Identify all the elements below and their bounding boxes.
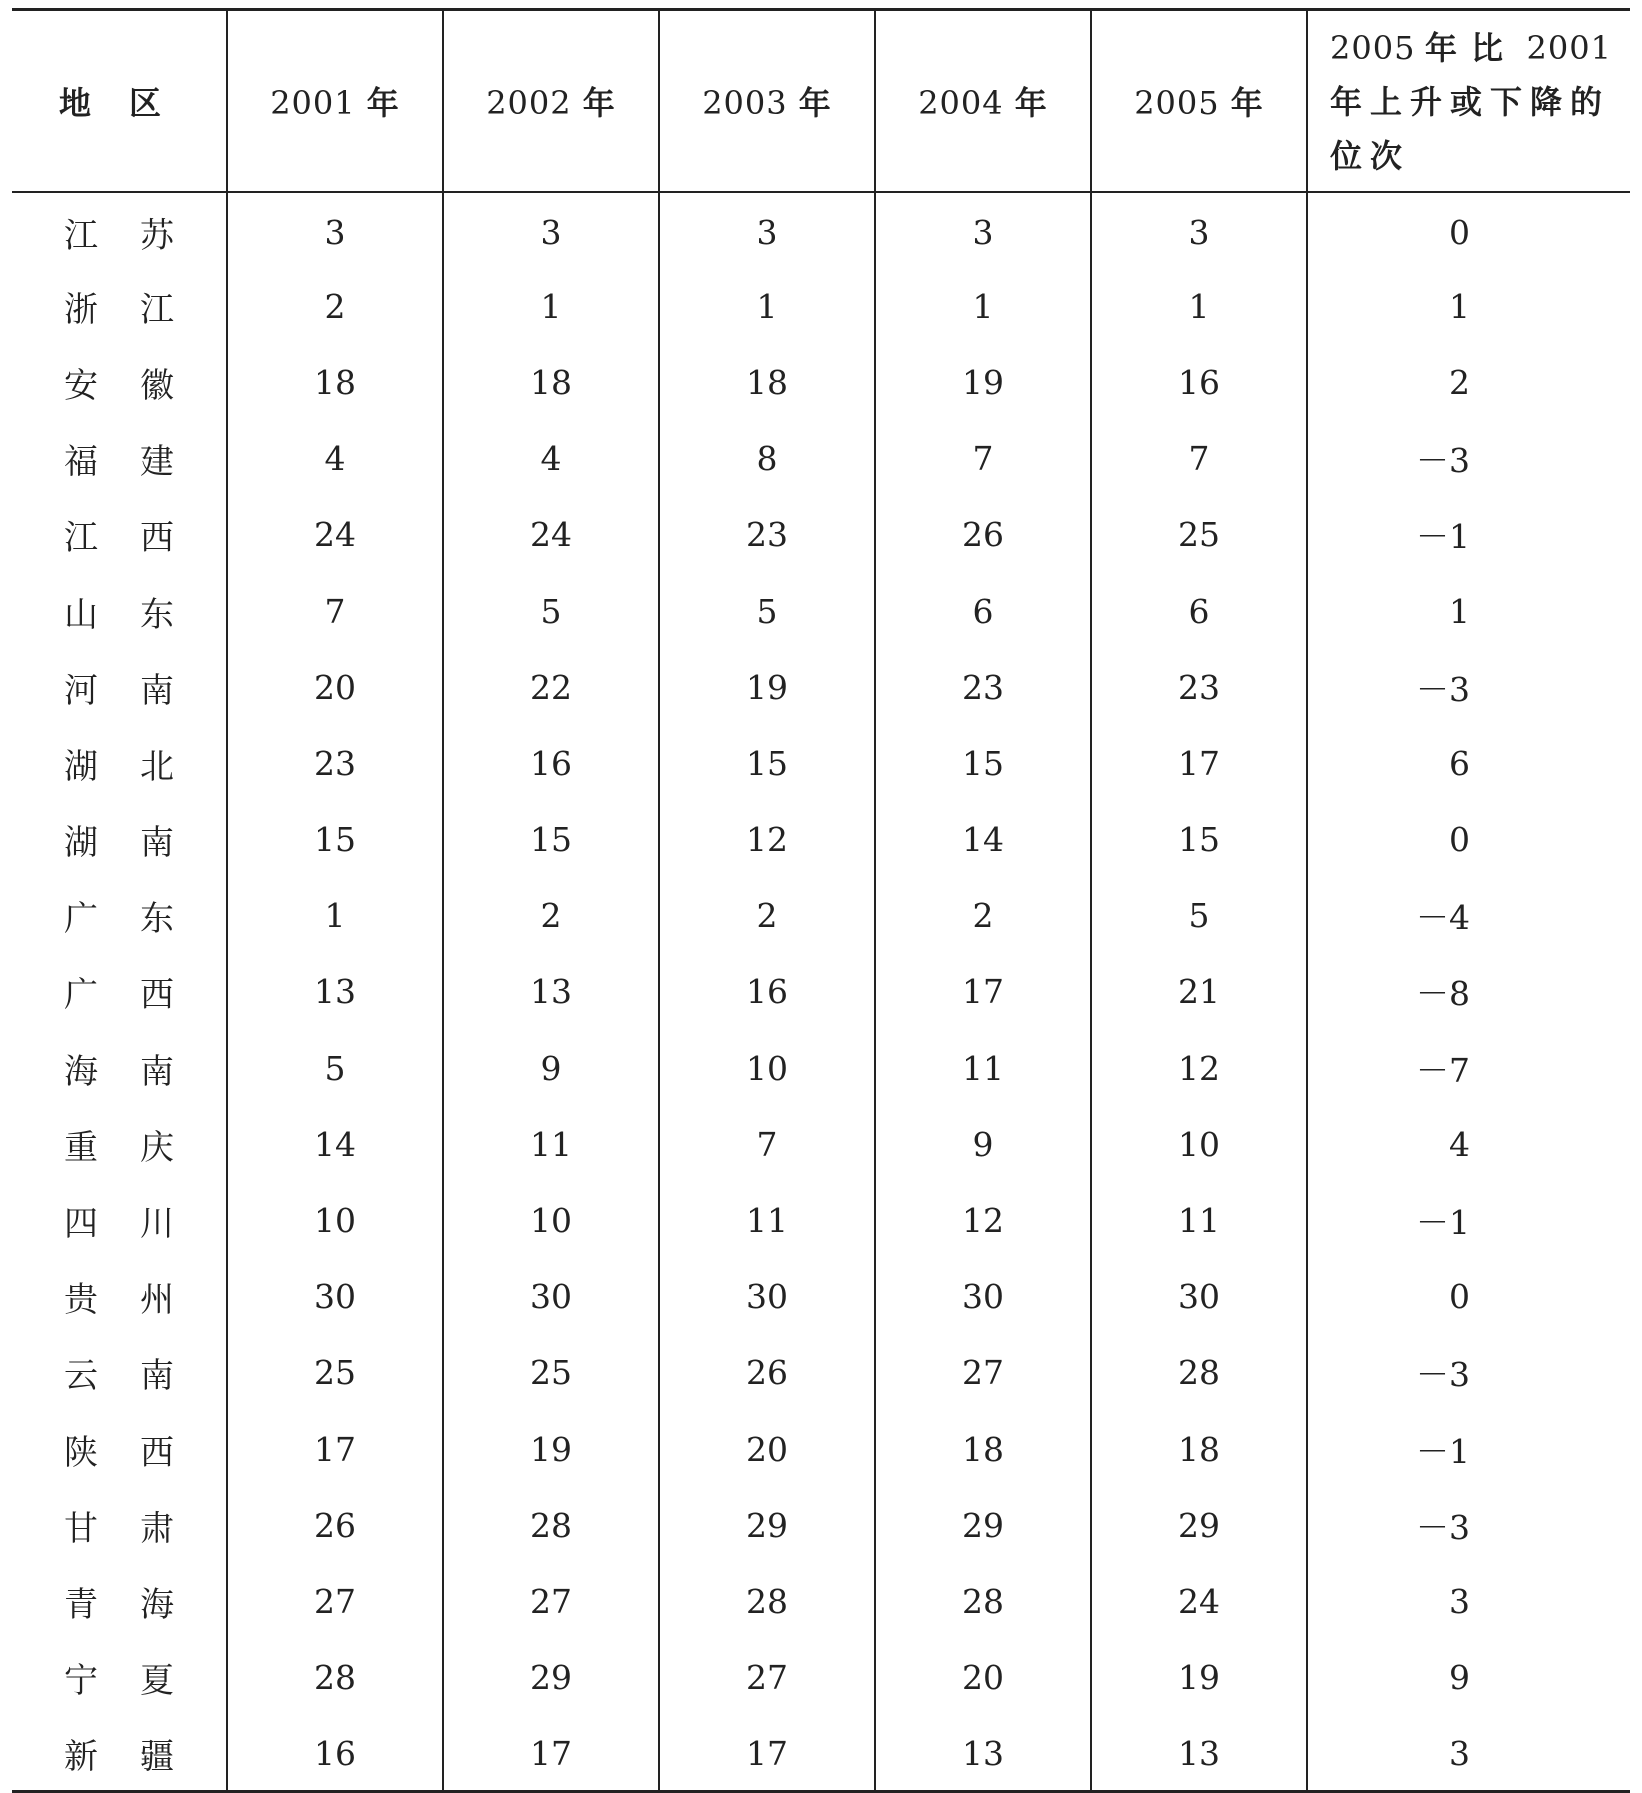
- cell-2004: 12: [875, 1182, 1091, 1258]
- cell-rank-change: 1: [1307, 573, 1630, 649]
- table-body: [12, 192, 1630, 1792]
- header-rank-change: [1307, 10, 1630, 193]
- cell-2001: 10: [227, 1182, 443, 1258]
- header-year-num: 2002: [486, 84, 572, 122]
- cell-region: 山东: [64, 594, 216, 635]
- cell-2005: 28: [1091, 1335, 1307, 1411]
- cell-2004: 2: [875, 878, 1091, 954]
- cell-region: 青海: [64, 1584, 216, 1625]
- ranking-table-container: [12, 8, 1630, 1793]
- header-year-num: 2004: [918, 84, 1004, 122]
- table-row: [12, 268, 1630, 344]
- cell-2004: 7: [875, 421, 1091, 497]
- cell-2004: 26: [875, 497, 1091, 573]
- cell-2005: 3: [1091, 192, 1307, 268]
- table-row: [12, 1335, 1630, 1411]
- table-row: [12, 1563, 1630, 1639]
- header-year-2004: [875, 10, 1091, 193]
- cell-2002: 28: [443, 1487, 659, 1563]
- cell-rank-change: －3: [1307, 421, 1630, 497]
- cell-2005: 12: [1091, 1030, 1307, 1106]
- cell-2001: 20: [227, 649, 443, 725]
- cell-2002: 24: [443, 497, 659, 573]
- table-row: [12, 1411, 1630, 1487]
- cell-rank-change: 0: [1307, 802, 1630, 878]
- cell-2002: 25: [443, 1335, 659, 1411]
- cell-2001: 7: [227, 573, 443, 649]
- cell-2001: 28: [227, 1640, 443, 1716]
- cell-2002: 4: [443, 421, 659, 497]
- header-change-line3: 位次: [1330, 137, 1411, 175]
- cell-2001: 2: [227, 268, 443, 344]
- table-row: [12, 1182, 1630, 1258]
- header-year-unit: 年: [1230, 84, 1264, 122]
- cell-2002: 5: [443, 573, 659, 649]
- cell-2001: 27: [227, 1563, 443, 1639]
- cell-2002: 22: [443, 649, 659, 725]
- cell-2004: 18: [875, 1411, 1091, 1487]
- cell-2004: 17: [875, 954, 1091, 1030]
- cell-2005: 21: [1091, 954, 1307, 1030]
- cell-region: 湖南: [64, 823, 216, 864]
- cell-2003: 27: [659, 1640, 875, 1716]
- cell-2002: 29: [443, 1640, 659, 1716]
- cell-rank-change: 9: [1307, 1640, 1630, 1716]
- header-change-year-a: 2005: [1330, 29, 1416, 67]
- cell-2005: 7: [1091, 421, 1307, 497]
- table-row: [12, 497, 1630, 573]
- table-row: [12, 878, 1630, 954]
- cell-rank-change: －1: [1307, 1411, 1630, 1487]
- cell-2004: 30: [875, 1259, 1091, 1335]
- cell-rank-change: －1: [1307, 497, 1630, 573]
- cell-2001: 30: [227, 1259, 443, 1335]
- header-change-line1: [1330, 21, 1612, 75]
- table-row: [12, 1640, 1630, 1716]
- cell-region: 重庆: [64, 1127, 216, 1168]
- header-year-num: 2001: [270, 84, 356, 122]
- cell-2002: 13: [443, 954, 659, 1030]
- cell-region: 江苏: [64, 216, 216, 257]
- table-row: [12, 573, 1630, 649]
- cell-2003: 10: [659, 1030, 875, 1106]
- table-row: [12, 1259, 1630, 1335]
- header-year-2003: [659, 10, 875, 193]
- cell-2002: 30: [443, 1259, 659, 1335]
- cell-2001: 23: [227, 725, 443, 801]
- cell-2002: 9: [443, 1030, 659, 1106]
- cell-2005: 1: [1091, 268, 1307, 344]
- cell-2005: 30: [1091, 1259, 1307, 1335]
- cell-2001: 25: [227, 1335, 443, 1411]
- cell-2001: 5: [227, 1030, 443, 1106]
- cell-region: 海南: [64, 1051, 216, 1092]
- cell-2005: 16: [1091, 344, 1307, 420]
- cell-2001: 18: [227, 344, 443, 420]
- table-row: [12, 1716, 1630, 1792]
- header-row: [12, 10, 1630, 193]
- cell-2004: 11: [875, 1030, 1091, 1106]
- cell-2001: 16: [227, 1716, 443, 1792]
- cell-rank-change: －3: [1307, 1487, 1630, 1563]
- cell-2004: 27: [875, 1335, 1091, 1411]
- cell-rank-change: 6: [1307, 725, 1630, 801]
- cell-2003: 28: [659, 1563, 875, 1639]
- cell-2004: 1: [875, 268, 1091, 344]
- cell-region: 广东: [64, 899, 216, 940]
- table-row: [12, 421, 1630, 497]
- cell-2005: 10: [1091, 1106, 1307, 1182]
- cell-region: 广西: [64, 975, 216, 1016]
- cell-rank-change: 3: [1307, 1716, 1630, 1792]
- cell-2004: 19: [875, 344, 1091, 420]
- cell-2003: 29: [659, 1487, 875, 1563]
- cell-2005: 13: [1091, 1716, 1307, 1792]
- cell-2005: 6: [1091, 573, 1307, 649]
- cell-2001: 13: [227, 954, 443, 1030]
- cell-2004: 29: [875, 1487, 1091, 1563]
- cell-2004: 15: [875, 725, 1091, 801]
- cell-2002: 27: [443, 1563, 659, 1639]
- cell-2001: 17: [227, 1411, 443, 1487]
- cell-2003: 20: [659, 1411, 875, 1487]
- cell-2003: 1: [659, 268, 875, 344]
- cell-2001: 14: [227, 1106, 443, 1182]
- cell-2001: 24: [227, 497, 443, 573]
- cell-region: 贵州: [64, 1280, 216, 1321]
- table-header: [12, 10, 1630, 193]
- cell-region: 新疆: [12, 1716, 227, 1792]
- cell-2005: 25: [1091, 497, 1307, 573]
- cell-2001: 15: [227, 802, 443, 878]
- cell-region: 江西: [64, 518, 216, 559]
- cell-2001: 1: [227, 878, 443, 954]
- cell-2002: 19: [443, 1411, 659, 1487]
- table-row: [12, 1030, 1630, 1106]
- cell-2003: 3: [659, 192, 875, 268]
- cell-rank-change: －7: [1307, 1030, 1630, 1106]
- header-year-num: 2003: [702, 84, 788, 122]
- cell-2004: 28: [875, 1563, 1091, 1639]
- cell-region: 云南: [64, 1356, 216, 1397]
- cell-2003: 11: [659, 1182, 875, 1258]
- cell-2003: 15: [659, 725, 875, 801]
- cell-rank-change: 0: [1307, 192, 1630, 268]
- cell-2002: 2: [443, 878, 659, 954]
- cell-2005: 19: [1091, 1640, 1307, 1716]
- header-change-line2: 年上升或下降的: [1330, 83, 1611, 121]
- header-change-mid: 年比: [1424, 29, 1517, 67]
- header-year-2002: [443, 10, 659, 193]
- cell-2003: 7: [659, 1106, 875, 1182]
- cell-2004: 20: [875, 1640, 1091, 1716]
- cell-rank-change: －1: [1307, 1182, 1630, 1258]
- cell-2005: 29: [1091, 1487, 1307, 1563]
- cell-rank-change: －3: [1307, 1335, 1630, 1411]
- header-year-unit: 年: [366, 84, 400, 122]
- cell-2002: 1: [443, 268, 659, 344]
- cell-2005: 24: [1091, 1563, 1307, 1639]
- cell-region: 四川: [64, 1204, 216, 1245]
- cell-2002: 3: [443, 192, 659, 268]
- cell-2004: 23: [875, 649, 1091, 725]
- cell-2002: 11: [443, 1106, 659, 1182]
- cell-2003: 17: [659, 1716, 875, 1792]
- cell-region: 河南: [64, 670, 216, 711]
- cell-2003: 2: [659, 878, 875, 954]
- cell-2003: 19: [659, 649, 875, 725]
- cell-2003: 12: [659, 802, 875, 878]
- cell-2002: 16: [443, 725, 659, 801]
- cell-2001: 26: [227, 1487, 443, 1563]
- header-year-unit: 年: [582, 84, 616, 122]
- table-row: [12, 802, 1630, 878]
- table-row: [12, 725, 1630, 801]
- cell-rank-change: 4: [1307, 1106, 1630, 1182]
- header-year-unit: 年: [798, 84, 832, 122]
- table-row: [12, 1487, 1630, 1563]
- cell-region: 福建: [64, 442, 216, 483]
- cell-2004: 13: [875, 1716, 1091, 1792]
- cell-region: 甘肃: [64, 1508, 216, 1549]
- header-change-year-b: 2001: [1526, 29, 1612, 67]
- cell-2002: 10: [443, 1182, 659, 1258]
- table-row: [12, 954, 1630, 1030]
- cell-region: 宁夏: [64, 1661, 216, 1702]
- cell-2001: 3: [227, 192, 443, 268]
- table-row: [12, 344, 1630, 420]
- cell-rank-change: 2: [1307, 344, 1630, 420]
- ranking-table: [12, 8, 1630, 1793]
- header-region: 地区: [12, 10, 227, 193]
- cell-region: 陕西: [64, 1432, 216, 1473]
- table-row: [12, 192, 1630, 268]
- cell-2003: 16: [659, 954, 875, 1030]
- cell-2002: 15: [443, 802, 659, 878]
- cell-2003: 8: [659, 421, 875, 497]
- cell-2003: 23: [659, 497, 875, 573]
- table-row: [12, 649, 1630, 725]
- cell-2003: 30: [659, 1259, 875, 1335]
- cell-2004: 6: [875, 573, 1091, 649]
- cell-region: 浙江: [64, 289, 216, 330]
- cell-2004: 9: [875, 1106, 1091, 1182]
- header-year-2001: [227, 10, 443, 193]
- cell-region: 安徽: [64, 365, 216, 406]
- cell-rank-change: 3: [1307, 1563, 1630, 1639]
- cell-2004: 3: [875, 192, 1091, 268]
- cell-2003: 5: [659, 573, 875, 649]
- cell-rank-change: －4: [1307, 878, 1630, 954]
- cell-rank-change: －8: [1307, 954, 1630, 1030]
- cell-rank-change: －3: [1307, 649, 1630, 725]
- header-year-unit: 年: [1014, 84, 1048, 122]
- cell-2005: 5: [1091, 878, 1307, 954]
- cell-2003: 26: [659, 1335, 875, 1411]
- header-year-num: 2005: [1134, 84, 1220, 122]
- table-row: [12, 1106, 1630, 1182]
- cell-rank-change: 0: [1307, 1259, 1630, 1335]
- header-year-2005: [1091, 10, 1307, 193]
- cell-2003: 18: [659, 344, 875, 420]
- cell-2005: 18: [1091, 1411, 1307, 1487]
- cell-rank-change: 1: [1307, 268, 1630, 344]
- cell-2004: 14: [875, 802, 1091, 878]
- cell-2002: 17: [443, 1716, 659, 1792]
- cell-2005: 17: [1091, 725, 1307, 801]
- cell-2002: 18: [443, 344, 659, 420]
- cell-region: 湖北: [64, 746, 216, 787]
- cell-2005: 23: [1091, 649, 1307, 725]
- cell-2005: 11: [1091, 1182, 1307, 1258]
- cell-2005: 15: [1091, 802, 1307, 878]
- cell-2001: 4: [227, 421, 443, 497]
